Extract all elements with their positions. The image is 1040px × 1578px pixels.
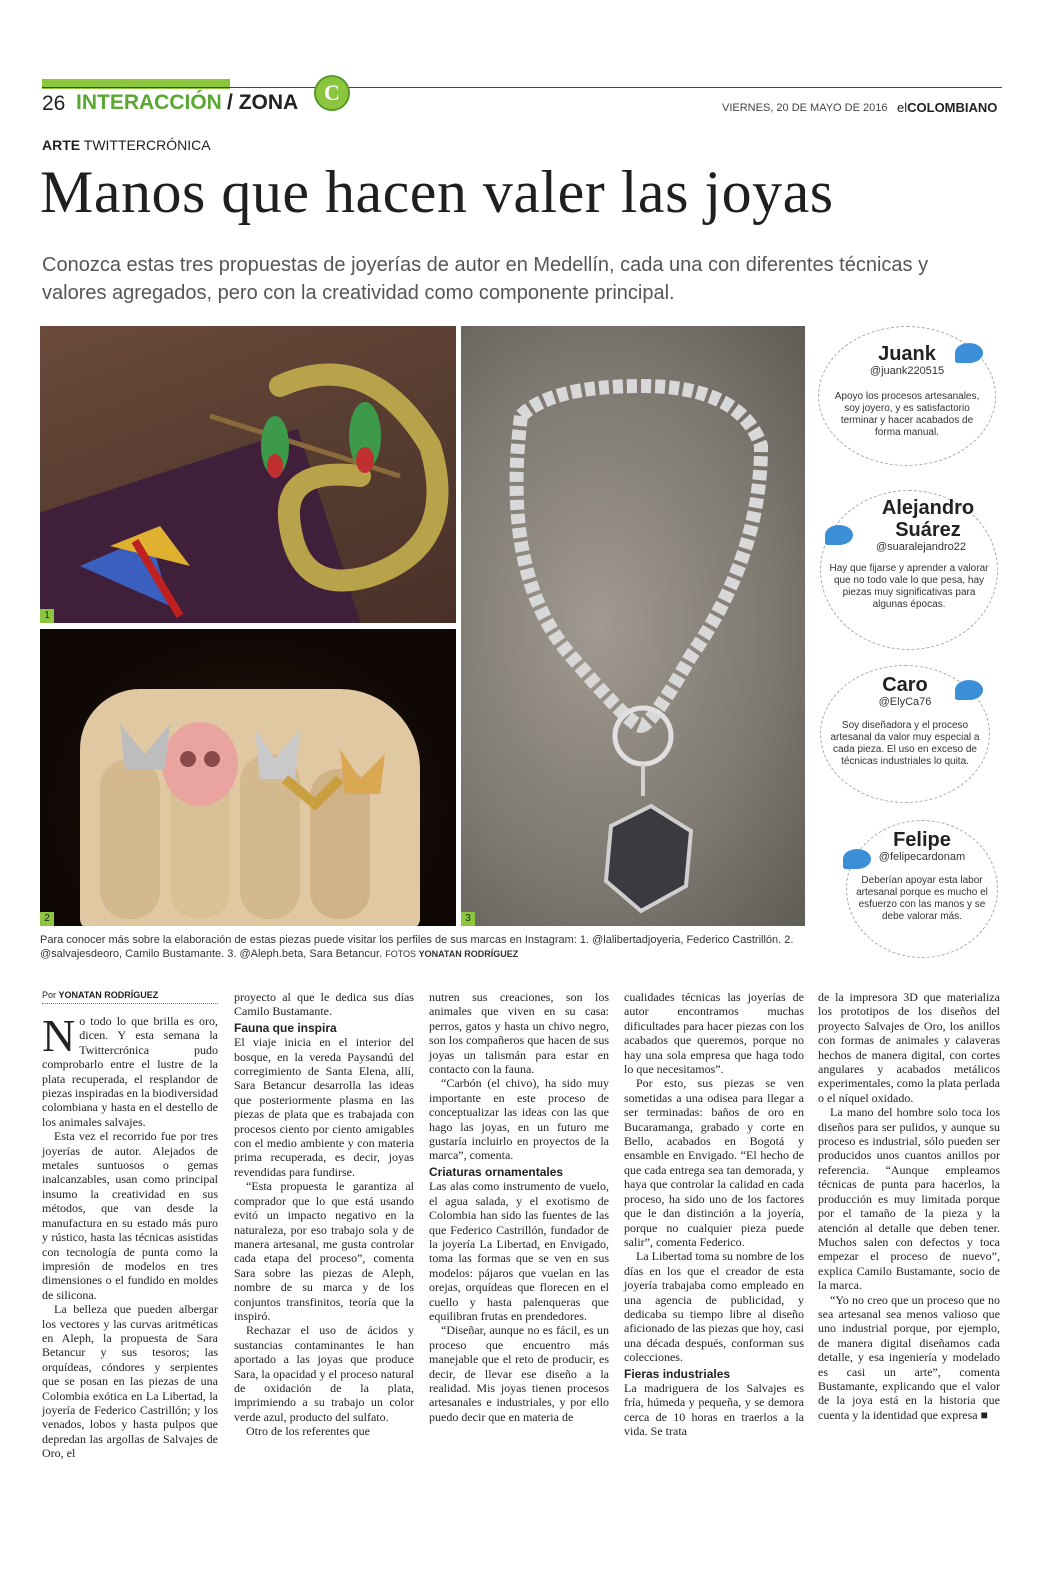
rings-illustration bbox=[40, 629, 456, 926]
paragraph: Las alas como instrumento de vuelo, el agua salada, y el exotismo de Colombia han sido las fuentes de las que Federico Castrillón, fundador de la joyería La Libertad, en Envigado, toma las formas que se ven en sus modelos: pájaros que vuelan en las orejas, orquídeas que florecen en el cuello y hasta palenqueras que equilibran frutas en prendedores. bbox=[429, 1179, 609, 1323]
paragraph: Rechazar el uso de ácidos y sustancias contaminantes le han aportado a las joyas que produce Sara, la opacidad y el proceso natural de oxidación de la plata, imprimiendo a su trabajo un color verde azul, producto del sulfato. bbox=[234, 1323, 414, 1424]
drop-cap: N bbox=[42, 1010, 76, 1061]
subsection-label: ZONA bbox=[238, 91, 299, 114]
tweet-author: Alejandro Suárez bbox=[881, 497, 975, 541]
tweet-handle: @juank220515 bbox=[869, 365, 945, 377]
paragraph: nutren sus creaciones, son los animales que viven en su casa: perros, gatos y hasta un chivo negro, son los compañeros que hacen de sus joyas un talismán para estar en contacto con la fauna. bbox=[429, 990, 609, 1077]
tweet-bubble bbox=[820, 665, 990, 803]
credit-name: YONATAN RODRÍGUEZ bbox=[418, 949, 519, 959]
brand-name: COLOMBIANO bbox=[907, 100, 998, 115]
header-rule bbox=[42, 87, 1002, 88]
paragraph: cualidades técnicas las joyerías de autor encontramos muchas dificultades para hacer piezas con los acabados que queremos, porque no hay una sola empresa que haga todo lo que necesitamos”. bbox=[624, 990, 804, 1077]
tweet-bubble bbox=[820, 490, 998, 650]
page-number: 26 bbox=[42, 92, 66, 115]
paragraph: “Carbón (el chivo), ha sido muy importante en este proceso de conceptualizar las ideas con las que hago las joyas, en un futuro me gustaría incluirlo en proyectos de la marca”, comenta. bbox=[429, 1076, 609, 1163]
article-deck: Conozca estas tres propuestas de joyerías de autor en Medellín, cada una con diferentes técnicas y valores agregados, pero con la creatividad como componente principal. bbox=[42, 254, 929, 304]
section-separator: / bbox=[227, 91, 233, 114]
lead-paragraph bbox=[42, 1010, 218, 1129]
paragraph: La Libertad toma su nombre de los días en los que el creador de esta joyería trabajaba como empleado en una agencia de publicidad, y dedicaba su tiempo libre al diseño aficionado de las piezas que hoy, casi una década después, conforman sus colecciones. bbox=[624, 1249, 804, 1365]
article-column-3 bbox=[429, 990, 609, 1424]
tweet-text: Apoyo los procesos artesanales, soy joyero, y es satisfactorio terminar y hacer acabados de forma manual. bbox=[834, 391, 980, 438]
paragraph: “Diseñar, aunque no es fácil, es un proceso que encuentro más manejable que el reto de producir, es decir, de llevar ese diseño a la realidad. Mis joyas tienen procesos artesanales e industriales, y por ello puedo decir que en materia de bbox=[429, 1323, 609, 1424]
paragraph-text: o todo lo que brilla es oro, dicen. Y esta semana la Twittercrónica pudo comprobarlo entre el lustre de la plata recuperada, el resplandor de piezas inspiradas en la biodiversidad colombiana y hasta en el destello de los animales salvajes. bbox=[42, 1014, 218, 1129]
tweet-handle: @ElyCa76 bbox=[878, 696, 932, 708]
paragraph: “Esta propuesta le garantiza al comprador que lo que está usando evitó un impacto negativo en la naturaleza, por eso trabajo sola y de manera artesanal, me gusta controlar cada etapa del proceso”, comenta Sara sobre las piezas de Aleph, nombre de su marca y de los conjuntos transfinitos, teoría que la inspiró. bbox=[234, 1179, 414, 1323]
tweet-author: Caro bbox=[882, 674, 928, 696]
paragraph: “Yo no creo que un proceso que no sea artesanal sea menos valioso que uno industrial porque, por ejemplo, de manera digital diseñamos cada detalle, y esa ingeniería y modelado es casi un arte”, comenta Bustamante, explicando que el valor de la joya está en la historia que cuenta y la identidad que expresa ■ bbox=[818, 1292, 1000, 1422]
tweet-handle: @suaralejandro22 bbox=[875, 541, 967, 553]
photo-chain-necklace bbox=[461, 326, 805, 926]
tweet-text: Soy diseñadora y el proceso artesanal da valor muy especial a cada pieza. El uso en exceso de técnicas industriales lo quita. bbox=[830, 720, 980, 767]
twitter-bird-icon bbox=[955, 680, 983, 700]
photo-caption bbox=[40, 933, 810, 961]
brand-prefix: el bbox=[897, 100, 908, 115]
article-column-5 bbox=[818, 990, 1000, 1422]
paragraph: Esta vez el recorrido fue por tres joyerías de autor. Alejados de metales suntuosos o gemas inalcanzables, usan como principal insumo la creatividad en sus métodos, que van desde la manufactura en su estado más puro y rústico, hasta las técnicas asistidas con tecnología de punta como la impresión de modelos en tres dimensiones o el fundido en moldes de silicona. bbox=[42, 1129, 218, 1302]
article-column-1 bbox=[42, 1010, 218, 1461]
twitter-bird-icon bbox=[825, 525, 853, 545]
kicker-text: TWITTERCRÓNICA bbox=[83, 137, 211, 153]
issue-date: VIERNES, 20 DE MAYO DE 2016 bbox=[722, 102, 888, 114]
photo-jewelry-birds bbox=[40, 326, 456, 623]
byline bbox=[42, 990, 158, 1000]
zona-logo-icon bbox=[314, 75, 350, 111]
tweet-text: Deberían apoyar esta labor artesanal porque es mucho el esfuerzo con las manos y se debe valorar más. bbox=[856, 875, 988, 922]
tweet-text: Hay que fijarse y aprender a valorar que no todo vale lo que pesa, hay piezas muy significativas para algunas épocas. bbox=[829, 563, 989, 610]
byline-label: Por bbox=[42, 990, 57, 1000]
subheading: Fauna que inspira bbox=[234, 1020, 337, 1035]
credit-label: FOTOS bbox=[385, 949, 417, 959]
photo-number-tag: 1 bbox=[40, 609, 54, 623]
article-column-2 bbox=[234, 990, 414, 1439]
twitter-bird-icon bbox=[843, 849, 871, 869]
paragraph: proyecto al que le dedica sus días Camilo Bustamante. bbox=[234, 990, 414, 1019]
twitter-bird-icon bbox=[955, 343, 983, 363]
photo-rings-hand bbox=[40, 629, 456, 926]
tweet-author: Juank bbox=[878, 343, 936, 365]
newspaper-brand bbox=[897, 100, 997, 115]
tweet-handle: @felipecardonam bbox=[878, 851, 966, 863]
section-name: INTERACCIÓN bbox=[76, 91, 222, 114]
paragraph: El viaje inicia en el interior del bosque, en la vereda Paysandú del corregimiento de Santa Elena, allí, Sara Betancur desarrolla las ideas que posteriormente plasma en las piezas de plata que es trabajada con procesos ciento por ciento amigables con el medio ambiente y con materia prima recuperada, es decir, joyas revendidas para fundirse. bbox=[234, 1035, 414, 1179]
article-kicker bbox=[42, 137, 211, 153]
photo-number-tag: 3 bbox=[461, 912, 475, 926]
paragraph: Por esto, sus piezas se ven sometidas a una odisea para llegar a ser terminadas: baños de oro en Bucaramanga, grabado y corte en Bello, acabados en Bogotá y ensamble en Envigado. “El hecho de que cada entrega sea tan demorada, y haya que controlar la calidad en cada proceso, ha sido uno de los factores que le dan distinción a la joyería, porque no cualquier pieza puede salir”, comenta Federico. bbox=[624, 1076, 804, 1249]
necklace-illustration bbox=[461, 326, 805, 926]
headline: Manos que hacen valer las joyas bbox=[40, 159, 834, 225]
subheading: Criaturas ornamentales bbox=[429, 1164, 564, 1179]
tweet-bubble bbox=[818, 326, 996, 466]
article-column-4 bbox=[624, 990, 804, 1439]
paragraph: La belleza que pueden albergar los vectores y las curvas aritméticas en Aleph, la propuesta de Sara Betancur y sus tesoros; las orquídeas, cóndores y serpientes que se posan en las piezas de una Colombia exótica en La Libertad, la joyería de Federico Castrillón; y los venados, lobos y hasta pulpos que depredan las argollas de Salvajes de Oro, el bbox=[42, 1302, 218, 1461]
caption-credit bbox=[385, 949, 518, 959]
tweet-bubble bbox=[846, 820, 998, 958]
logo-letter: C bbox=[324, 80, 340, 105]
bird-jewelry-illustration bbox=[40, 326, 456, 623]
paragraph: Otro de los referentes que bbox=[246, 1424, 370, 1439]
subsection-name bbox=[227, 91, 298, 115]
paragraph: La mano del hombre solo toca los diseños para ser pulidos, y aunque su proceso es industrial, sólo pueden ser producidos unos cuantos anillos por referencia. “Aunque empleamos técnicas de punta para hacerlos, la producción es muy limitada porque por el tamaño de la pieza y la atención al detalle que deben tener. Muchos salen con defectos y toca empezar el proceso de nuevo”, explica Camilo Bustamante, socio de la marca. bbox=[818, 1105, 1000, 1293]
photo-number-tag: 2 bbox=[40, 912, 54, 926]
kicker-bold: ARTE bbox=[42, 137, 81, 153]
tweet-author: Felipe bbox=[893, 829, 951, 851]
byline-rule bbox=[42, 1003, 218, 1005]
byline-name: YONATAN RODRÍGUEZ bbox=[58, 990, 159, 1000]
paragraph: La madriguera de los Salvajes es fría, húmeda y pequeña, y se demora cerca de 10 horas en traerlos a la vida. Se trata bbox=[624, 1380, 804, 1439]
subheading: Fieras industriales bbox=[624, 1366, 731, 1381]
caption-text: Para conocer más sobre la elaboración de estas piezas puede visitar los perfiles de sus marcas en Instagram: 1. @lalibertadjoyeria, Federico Castrillón. 2. @salvajesdeoro, Camilo Bustamante. 3. @Aleph.beta, Sara Betancur. bbox=[40, 934, 794, 960]
paragraph: de la impresora 3D que materializa los prototipos de los diseños del proyecto Salvajes de Oro, los anillos con formas de animales y calaveras hechos de manera digital, con cortes angulares y acabados metálicos experimentales, como la plata perlada o el níquel oxidado. bbox=[818, 990, 1000, 1105]
